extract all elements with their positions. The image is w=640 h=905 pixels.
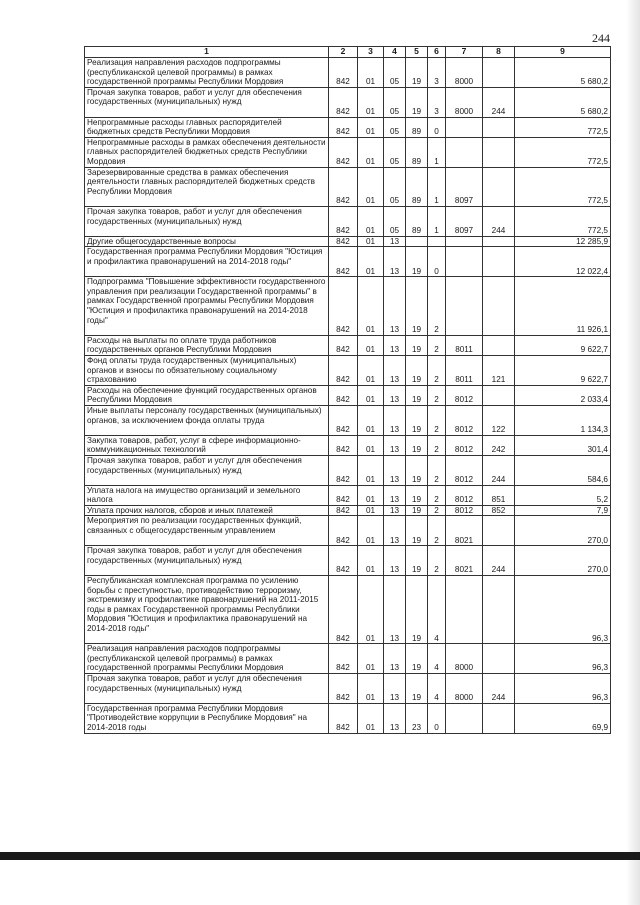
- column-header: 4: [384, 47, 406, 58]
- subprogram-code: 0: [428, 247, 446, 277]
- direction-code: 8012: [446, 505, 483, 516]
- table-row: [85, 206, 611, 236]
- section-code: 01: [358, 87, 384, 117]
- program-code: 19: [406, 355, 428, 385]
- direction-code: 8021: [446, 516, 483, 546]
- subprogram-code: 2: [428, 335, 446, 355]
- row-description: Иные выплаты персоналу государственных (муниципальных) органов, за исключением фонда оплаты труда: [85, 405, 329, 435]
- program-code: 19: [406, 385, 428, 405]
- section-code: 01: [358, 576, 384, 644]
- amount: 270,0: [515, 546, 611, 576]
- subprogram-code: [428, 236, 446, 247]
- subprogram-code: 4: [428, 576, 446, 644]
- amount: 9 622,7: [515, 335, 611, 355]
- expense-type-code: 244: [483, 455, 515, 485]
- expense-type-code: [483, 137, 515, 167]
- direction-code: 8011: [446, 355, 483, 385]
- subsection-code: 05: [384, 206, 406, 236]
- subsection-code: 13: [384, 576, 406, 644]
- subprogram-code: 1: [428, 206, 446, 236]
- table-row: [85, 117, 611, 137]
- amount: 69,9: [515, 703, 611, 733]
- row-description: Государственная программа Республики Мордовия "Противодействие коррупции в Республике Мордовия" на 2014-2018 годы: [85, 703, 329, 733]
- section-code: 01: [358, 167, 384, 206]
- subsection-code: 13: [384, 505, 406, 516]
- table-row: [85, 385, 611, 405]
- row-description: Фонд оплаты труда государственных (муниципальных) органов и взносы по обязательному социальному страхованию: [85, 355, 329, 385]
- program-code: 19: [406, 247, 428, 277]
- expense-type-code: [483, 385, 515, 405]
- subsection-code: 13: [384, 644, 406, 674]
- admin-code: 842: [329, 455, 358, 485]
- subprogram-code: 2: [428, 385, 446, 405]
- subsection-code: 13: [384, 385, 406, 405]
- subsection-code: 05: [384, 137, 406, 167]
- amount: 772,5: [515, 167, 611, 206]
- admin-code: 842: [329, 236, 358, 247]
- admin-code: 842: [329, 674, 358, 704]
- subsection-code: 13: [384, 247, 406, 277]
- direction-code: [446, 137, 483, 167]
- column-header: 1: [85, 47, 329, 58]
- direction-code: 8012: [446, 405, 483, 435]
- amount: 5 680,2: [515, 58, 611, 88]
- program-code: 19: [406, 405, 428, 435]
- section-code: 01: [358, 435, 384, 455]
- table-row: [85, 703, 611, 733]
- admin-code: 842: [329, 355, 358, 385]
- expense-type-code: [483, 576, 515, 644]
- row-description: Закупка товаров, работ, услуг в сфере информационно-коммуникационных технологий: [85, 435, 329, 455]
- expense-type-code: 244: [483, 674, 515, 704]
- table-row: [85, 516, 611, 546]
- subsection-code: 13: [384, 335, 406, 355]
- section-code: 01: [358, 355, 384, 385]
- subprogram-code: 2: [428, 355, 446, 385]
- budget-table: [84, 46, 611, 734]
- page-number: 244: [592, 31, 610, 45]
- section-code: 01: [358, 505, 384, 516]
- section-code: 01: [358, 277, 384, 336]
- amount: 5,2: [515, 485, 611, 505]
- row-description: Непрограммные расходы в рамках обеспечения деятельности главных распорядителей бюджетных средств Республики Мордовия: [85, 137, 329, 167]
- table-row: [85, 546, 611, 576]
- amount: 9 622,7: [515, 355, 611, 385]
- program-code: 23: [406, 703, 428, 733]
- expense-type-code: 244: [483, 206, 515, 236]
- section-code: 01: [358, 703, 384, 733]
- amount: 12 285,9: [515, 236, 611, 247]
- direction-code: [446, 117, 483, 137]
- subprogram-code: 2: [428, 485, 446, 505]
- subsection-code: 13: [384, 485, 406, 505]
- admin-code: 842: [329, 117, 358, 137]
- subsection-code: 13: [384, 236, 406, 247]
- program-code: 19: [406, 505, 428, 516]
- column-header: 5: [406, 47, 428, 58]
- table-row: [85, 674, 611, 704]
- subsection-code: 13: [384, 435, 406, 455]
- amount: 96,3: [515, 576, 611, 644]
- expense-type-code: 122: [483, 405, 515, 435]
- admin-code: 842: [329, 435, 358, 455]
- table-row: [85, 355, 611, 385]
- table-row: [85, 137, 611, 167]
- subsection-code: 13: [384, 455, 406, 485]
- subprogram-code: 0: [428, 703, 446, 733]
- direction-code: 8021: [446, 546, 483, 576]
- expense-type-code: 852: [483, 505, 515, 516]
- subprogram-code: 2: [428, 435, 446, 455]
- subprogram-code: 2: [428, 505, 446, 516]
- table-row: [85, 247, 611, 277]
- direction-code: 8000: [446, 674, 483, 704]
- amount: 270,0: [515, 516, 611, 546]
- column-header: 8: [483, 47, 515, 58]
- admin-code: 842: [329, 335, 358, 355]
- amount: 2 033,4: [515, 385, 611, 405]
- admin-code: 842: [329, 206, 358, 236]
- section-code: 01: [358, 236, 384, 247]
- column-header: 7: [446, 47, 483, 58]
- direction-code: 8000: [446, 87, 483, 117]
- row-description: Мероприятия по реализации государственных функций, связанных с общегосударственным управлением: [85, 516, 329, 546]
- subprogram-code: 2: [428, 546, 446, 576]
- amount: 1 134,3: [515, 405, 611, 435]
- expense-type-code: [483, 277, 515, 336]
- expense-type-code: [483, 247, 515, 277]
- direction-code: 8097: [446, 167, 483, 206]
- subprogram-code: 3: [428, 58, 446, 88]
- header-row: [85, 47, 611, 58]
- column-header: 2: [329, 47, 358, 58]
- subsection-code: 05: [384, 117, 406, 137]
- row-description: Подпрограмма "Повышение эффективности государственного управления при реализации Государственной программы" в рамках Государственной программы Республики Мордовия "Юстиция и профилактика правонарушений на 2014-2018 годы": [85, 277, 329, 336]
- amount: 5 680,2: [515, 87, 611, 117]
- direction-code: [446, 236, 483, 247]
- table-row: [85, 236, 611, 247]
- table-row: [85, 485, 611, 505]
- program-code: 89: [406, 167, 428, 206]
- expense-type-code: [483, 167, 515, 206]
- amount: 96,3: [515, 644, 611, 674]
- direction-code: [446, 703, 483, 733]
- program-code: 19: [406, 58, 428, 88]
- program-code: [406, 236, 428, 247]
- row-description: Другие общегосударственные вопросы: [85, 236, 329, 247]
- program-code: 19: [406, 455, 428, 485]
- expense-type-code: [483, 117, 515, 137]
- expense-type-code: [483, 703, 515, 733]
- expense-type-code: 244: [483, 546, 515, 576]
- row-description: Реализация направления расходов подпрограммы (республиканской целевой программы) в рамках государственной программы Республики Мордовия: [85, 58, 329, 88]
- row-description: Уплата прочих налогов, сборов и иных платежей: [85, 505, 329, 516]
- program-code: 19: [406, 516, 428, 546]
- table-row: [85, 576, 611, 644]
- row-description: Расходы на выплаты по оплате труда работников государственных органов Республики Мордовия: [85, 335, 329, 355]
- column-header: 9: [515, 47, 611, 58]
- section-code: 01: [358, 455, 384, 485]
- expense-type-code: 244: [483, 87, 515, 117]
- expense-type-code: 121: [483, 355, 515, 385]
- amount: 772,5: [515, 206, 611, 236]
- table-body: [85, 58, 611, 734]
- section-code: 01: [358, 117, 384, 137]
- program-code: 19: [406, 277, 428, 336]
- expense-type-code: 851: [483, 485, 515, 505]
- table-row: [85, 455, 611, 485]
- table-row: [85, 405, 611, 435]
- table-row: [85, 87, 611, 117]
- admin-code: 842: [329, 516, 358, 546]
- row-description: Расходы на обеспечение функций государственных органов Республики Мордовия: [85, 385, 329, 405]
- table-row: [85, 58, 611, 88]
- direction-code: [446, 277, 483, 336]
- row-description: Зарезервированные средства в рамках обеспечения деятельности главных распорядителей бюджетных средств Республики Мордовия: [85, 167, 329, 206]
- section-code: 01: [358, 385, 384, 405]
- program-code: 19: [406, 485, 428, 505]
- direction-code: 8012: [446, 385, 483, 405]
- admin-code: 842: [329, 167, 358, 206]
- program-code: 89: [406, 117, 428, 137]
- direction-code: 8012: [446, 455, 483, 485]
- subsection-code: 05: [384, 87, 406, 117]
- admin-code: 842: [329, 277, 358, 336]
- row-description: Прочая закупка товаров, работ и услуг для обеспечения государственных (муниципальных) нужд: [85, 206, 329, 236]
- direction-code: 8000: [446, 644, 483, 674]
- amount: 301,4: [515, 435, 611, 455]
- expense-type-code: [483, 236, 515, 247]
- direction-code: [446, 247, 483, 277]
- subsection-code: 13: [384, 546, 406, 576]
- admin-code: 842: [329, 546, 358, 576]
- amount: 772,5: [515, 137, 611, 167]
- subsection-code: 13: [384, 277, 406, 336]
- amount: 7,9: [515, 505, 611, 516]
- section-code: 01: [358, 674, 384, 704]
- section-code: 01: [358, 485, 384, 505]
- subprogram-code: 2: [428, 405, 446, 435]
- subsection-code: 13: [384, 355, 406, 385]
- admin-code: 842: [329, 703, 358, 733]
- column-header: 6: [428, 47, 446, 58]
- section-code: 01: [358, 58, 384, 88]
- row-description: Республиканская комплексная программа по усилению борьбы с преступностью, противодействию терроризму, экстремизму и профилактике правонарушений на 2011-2015 годы в рамках Государственной программы Республики Мордовия "Юстиция и профилактика правонарушений на 2014-2018 годы": [85, 576, 329, 644]
- table-row: [85, 435, 611, 455]
- admin-code: 842: [329, 644, 358, 674]
- subprogram-code: 0: [428, 117, 446, 137]
- subsection-code: 13: [384, 405, 406, 435]
- program-code: 89: [406, 206, 428, 236]
- subprogram-code: 2: [428, 277, 446, 336]
- subsection-code: 05: [384, 58, 406, 88]
- amount: 584,6: [515, 455, 611, 485]
- row-description: Непрограммные расходы главных распорядителей бюджетных средств Республики Мордовия: [85, 117, 329, 137]
- row-description: Прочая закупка товаров, работ и услуг для обеспечения государственных (муниципальных) нужд: [85, 546, 329, 576]
- subsection-code: 13: [384, 674, 406, 704]
- column-header: 3: [358, 47, 384, 58]
- section-code: 01: [358, 405, 384, 435]
- admin-code: 842: [329, 247, 358, 277]
- row-description: Прочая закупка товаров, работ и услуг для обеспечения государственных (муниципальных) нужд: [85, 674, 329, 704]
- row-description: Реализация направления расходов подпрограммы (республиканской целевой программы) в рамках государственной программы Республики Мордовия: [85, 644, 329, 674]
- scan-edge-shadow: [626, 0, 640, 905]
- expense-type-code: 242: [483, 435, 515, 455]
- amount: 11 926,1: [515, 277, 611, 336]
- expense-type-code: [483, 335, 515, 355]
- table-row: [85, 335, 611, 355]
- expense-type-code: [483, 644, 515, 674]
- admin-code: 842: [329, 405, 358, 435]
- amount: 12 022,4: [515, 247, 611, 277]
- table-row: [85, 505, 611, 516]
- admin-code: 842: [329, 137, 358, 167]
- subprogram-code: 4: [428, 644, 446, 674]
- amount: 96,3: [515, 674, 611, 704]
- program-code: 19: [406, 546, 428, 576]
- admin-code: 842: [329, 385, 358, 405]
- direction-code: 8012: [446, 485, 483, 505]
- subprogram-code: 1: [428, 167, 446, 206]
- direction-code: 8000: [446, 58, 483, 88]
- table-row: [85, 167, 611, 206]
- table-row: [85, 644, 611, 674]
- section-code: 01: [358, 546, 384, 576]
- admin-code: 842: [329, 58, 358, 88]
- section-code: 01: [358, 247, 384, 277]
- row-description: Уплата налога на имущество организаций и земельного налога: [85, 485, 329, 505]
- subprogram-code: 2: [428, 516, 446, 546]
- direction-code: [446, 576, 483, 644]
- program-code: 19: [406, 644, 428, 674]
- table-row: [85, 277, 611, 336]
- program-code: 19: [406, 674, 428, 704]
- program-code: 19: [406, 87, 428, 117]
- admin-code: 842: [329, 87, 358, 117]
- row-description: Прочая закупка товаров, работ и услуг для обеспечения государственных (муниципальных) нужд: [85, 87, 329, 117]
- section-code: 01: [358, 335, 384, 355]
- subprogram-code: 1: [428, 137, 446, 167]
- section-code: 01: [358, 137, 384, 167]
- expense-type-code: [483, 58, 515, 88]
- row-description: Прочая закупка товаров, работ и услуг для обеспечения государственных (муниципальных) нужд: [85, 455, 329, 485]
- subprogram-code: 4: [428, 674, 446, 704]
- section-code: 01: [358, 206, 384, 236]
- direction-code: 8097: [446, 206, 483, 236]
- program-code: 19: [406, 435, 428, 455]
- scan-bottom-bar: [0, 852, 640, 860]
- subprogram-code: 3: [428, 87, 446, 117]
- amount: 772,5: [515, 117, 611, 137]
- admin-code: 842: [329, 485, 358, 505]
- expense-type-code: [483, 516, 515, 546]
- direction-code: 8012: [446, 435, 483, 455]
- section-code: 01: [358, 516, 384, 546]
- subprogram-code: 2: [428, 455, 446, 485]
- row-description: Государственная программа Республики Мордовия "Юстиция и профилактика правонарушений на 2014-2018 годы": [85, 247, 329, 277]
- program-code: 19: [406, 335, 428, 355]
- program-code: 89: [406, 137, 428, 167]
- admin-code: 842: [329, 576, 358, 644]
- subsection-code: 05: [384, 167, 406, 206]
- subsection-code: 13: [384, 516, 406, 546]
- direction-code: 8011: [446, 335, 483, 355]
- subsection-code: 13: [384, 703, 406, 733]
- admin-code: 842: [329, 505, 358, 516]
- program-code: 19: [406, 576, 428, 644]
- section-code: 01: [358, 644, 384, 674]
